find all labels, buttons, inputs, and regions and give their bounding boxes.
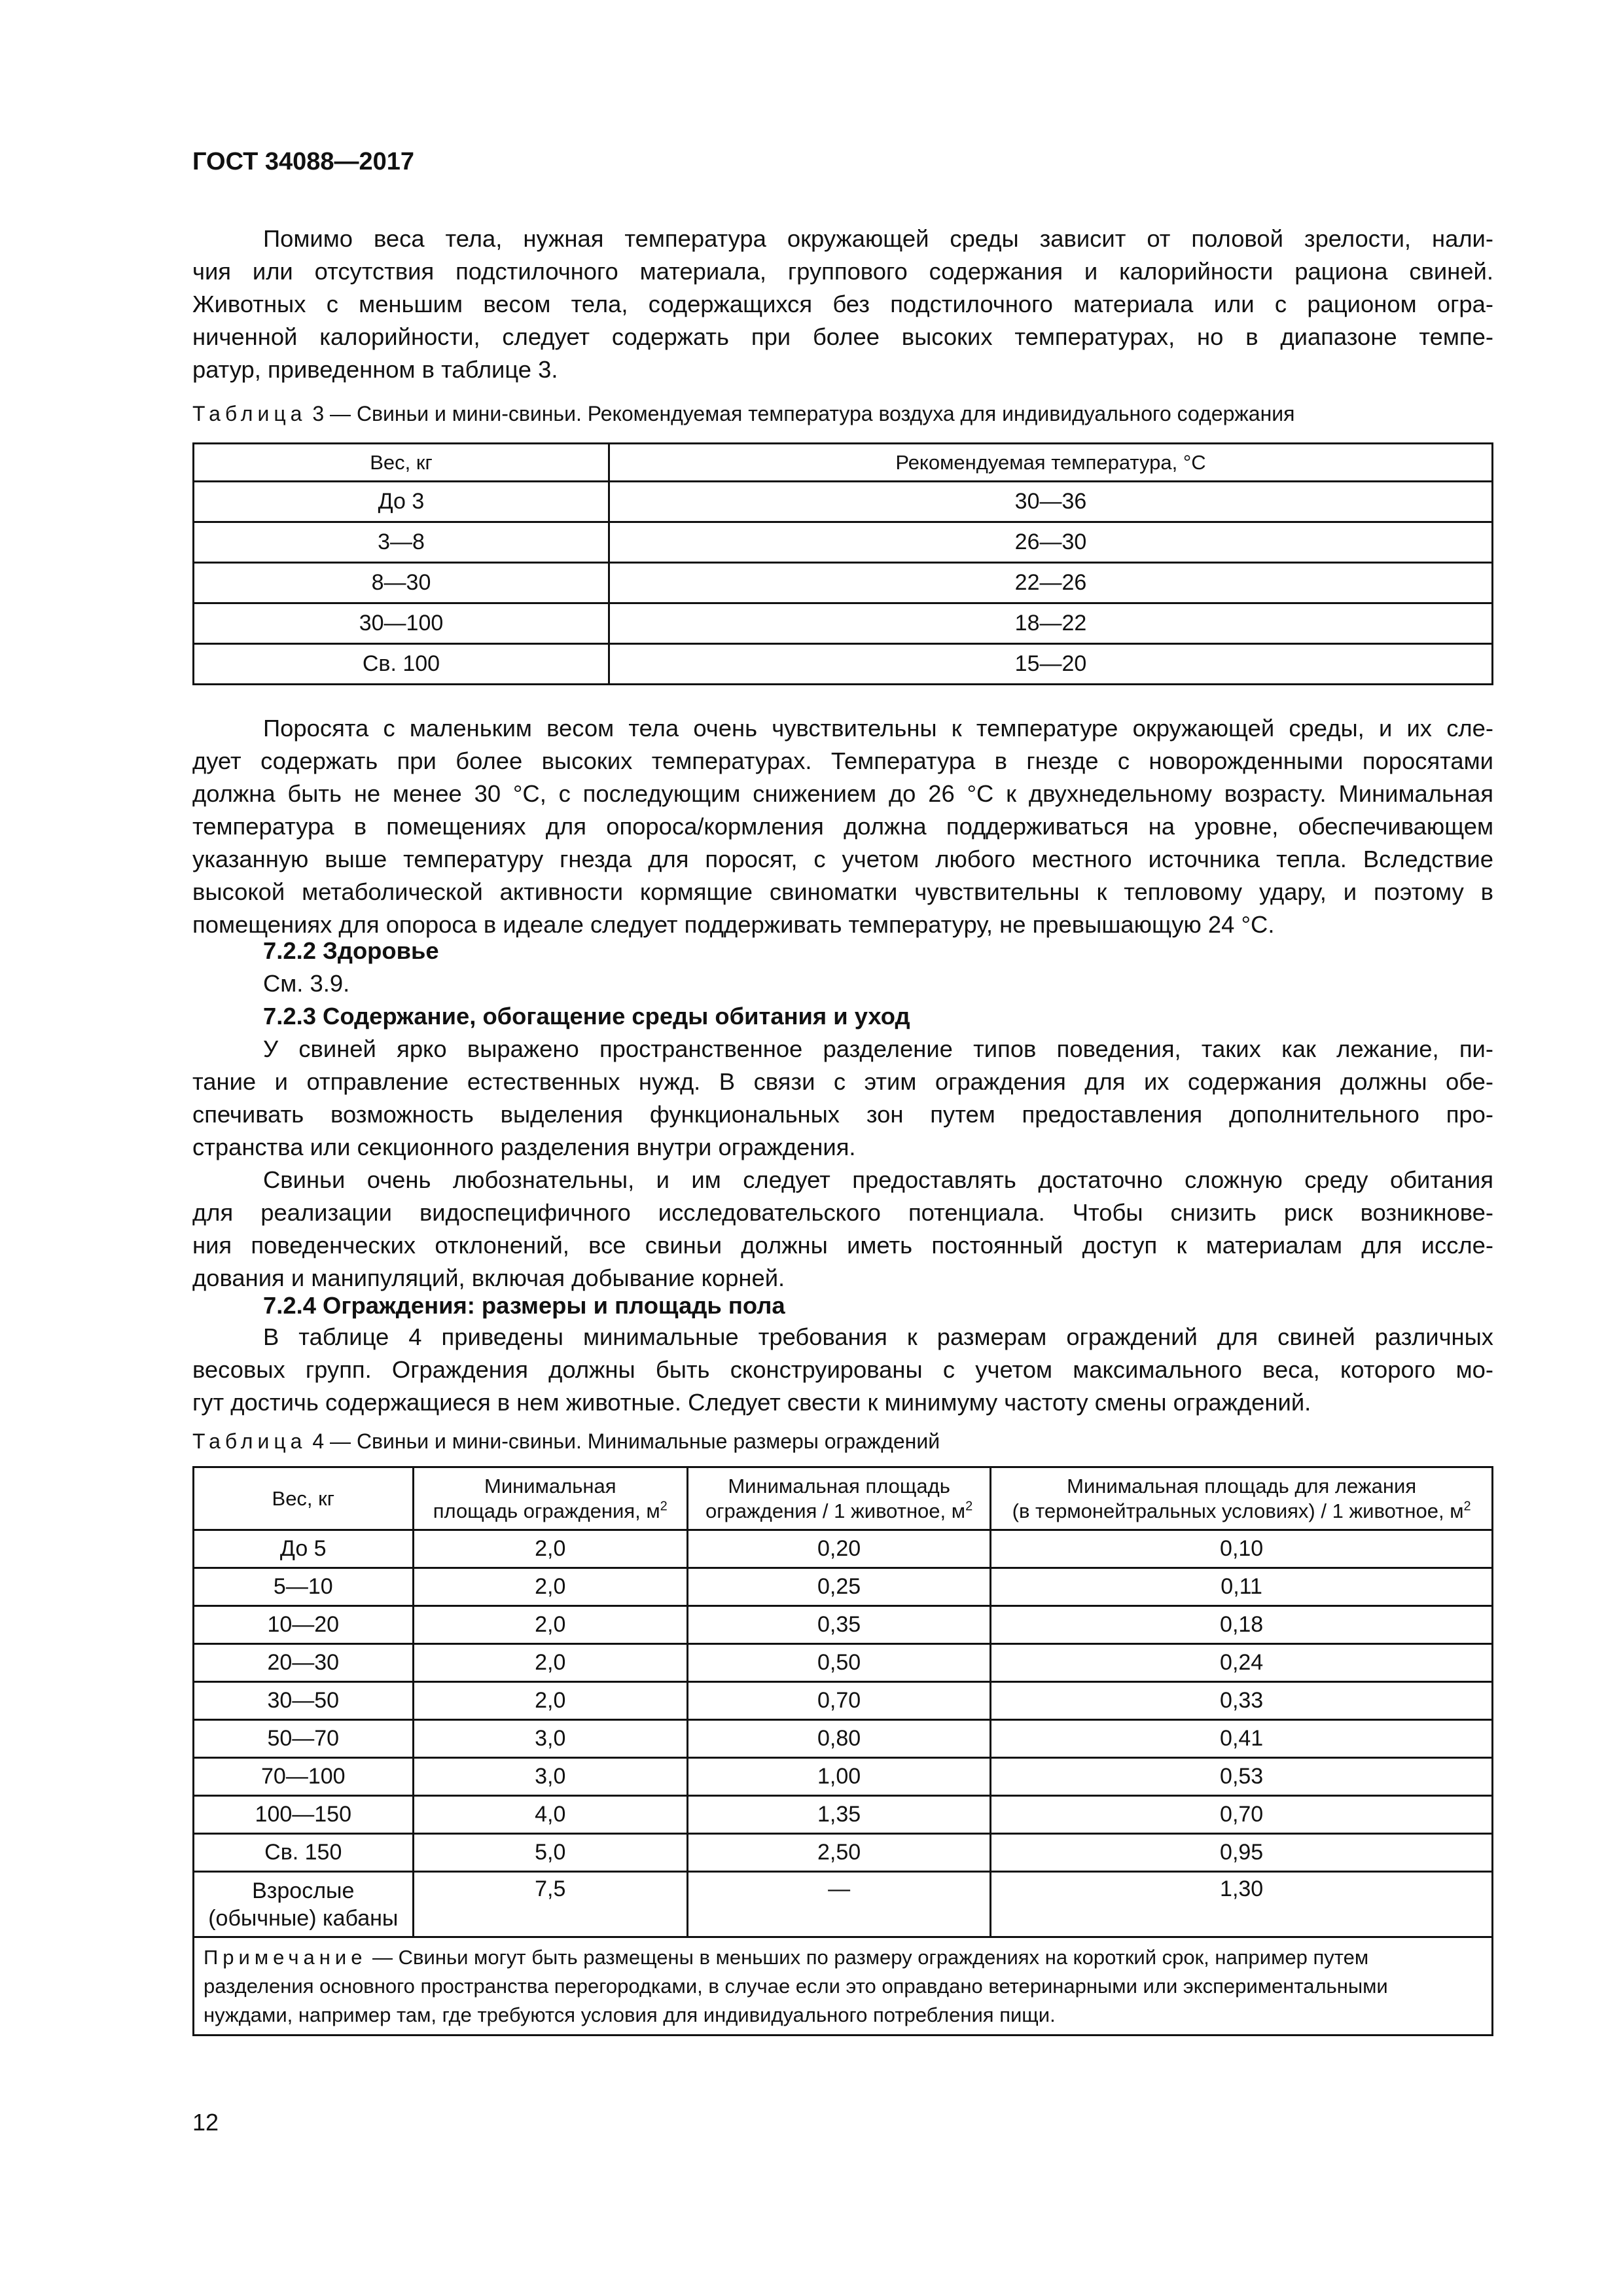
note-label: Примечание: [204, 1945, 367, 1969]
text-line: У свиней ярко выражено пространственное разделение типов поведения, таких как лежание, пи-: [263, 1035, 1493, 1062]
table4-cell: 5,0: [413, 1834, 687, 1872]
table3-cell: 30—100: [194, 603, 609, 644]
table3-cell: 26—30: [609, 522, 1492, 563]
table4: [192, 1466, 1493, 2036]
superscript: 2: [1463, 1499, 1471, 1514]
table4-caption-text: 4 — Свиньи и мини-свиньи. Минимальные размеры ограждений: [312, 1429, 940, 1453]
table4-cell: 3,0: [413, 1720, 687, 1758]
table4-cell: 1,30: [991, 1872, 1493, 1937]
table4-note: [194, 1937, 1493, 2036]
section-7-2-4-paragraph: [192, 1321, 1493, 1419]
table4-cell: 0,25: [687, 1568, 990, 1606]
table3-label: Таблица: [192, 402, 307, 425]
table4-cell: 0,11: [991, 1568, 1493, 1606]
text-line: весовых групп. Ограждения должны быть сконструированы с учетом максимального веса, которого мо-: [192, 1356, 1493, 1383]
table4-cell: 50—70: [194, 1720, 414, 1758]
table4-cell: 0,70: [991, 1796, 1493, 1834]
section-7-2-3-paragraph-2: [192, 1164, 1493, 1295]
table4-cell: 0,53: [991, 1758, 1493, 1796]
piglets-paragraph: [192, 712, 1493, 941]
table4-cell: 0,33: [991, 1682, 1493, 1720]
table4-header-per-animal: [687, 1467, 990, 1530]
table4-cell: 0,24: [991, 1644, 1493, 1682]
text-line: должна быть не менее 30 °С, с последующим снижением до 26 °С к двухнедельному возрасту. Минимальная: [192, 780, 1493, 807]
page-number: 12: [192, 2109, 219, 2136]
text-line: ратур, приведенном в таблице 3.: [192, 356, 558, 383]
table4-cell: [194, 1872, 414, 1937]
text-line: спечивать возможность выделения функциональных зон путем предоставления дополнительного про-: [192, 1101, 1493, 1128]
table4-cell: 0,95: [991, 1834, 1493, 1872]
table4-cell: 1,00: [687, 1758, 990, 1796]
table4-header-weight: Вес, кг: [194, 1467, 414, 1530]
table4-cell: 0,41: [991, 1720, 1493, 1758]
section-7-2-3-heading: 7.2.3 Содержание, обогащение среды обитания и уход: [263, 1003, 910, 1030]
section-7-2-2-heading: 7.2.2 Здоровье: [263, 937, 439, 964]
table3-cell: 15—20: [609, 644, 1492, 685]
table4-caption: [192, 1429, 940, 1454]
table4-cell: Св. 150: [194, 1834, 414, 1872]
table4-cell: 5—10: [194, 1568, 414, 1606]
table4-cell: 2,0: [413, 1644, 687, 1682]
header-line: Минимальная: [484, 1474, 616, 1498]
table4-cell: 2,0: [413, 1606, 687, 1644]
table3-cell: 8—30: [194, 563, 609, 603]
table4-cell: До 5: [194, 1530, 414, 1568]
text-line: температура в помещениях для опороса/кормления должна поддерживаться на уровне, обеспечивающем: [192, 813, 1493, 840]
table3-caption: [192, 402, 1294, 426]
text-line: ниченной калорийности, следует содержать при более высоких температурах, но в диапазоне темпе-: [192, 323, 1493, 350]
table4-cell: 2,0: [413, 1568, 687, 1606]
table4-label: Таблица: [192, 1429, 307, 1453]
table3-cell: 22—26: [609, 563, 1492, 603]
table3-cell: 30—36: [609, 482, 1492, 522]
table4-cell: 0,70: [687, 1682, 990, 1720]
superscript: 2: [660, 1499, 668, 1514]
text-line: Поросята с маленьким весом тела очень чувствительны к температуре окружающей среды, и их сле-: [263, 715, 1493, 742]
header-line: (в термонейтральных условиях) / 1 животное, м: [1012, 1499, 1464, 1522]
table4-cell: 0,10: [991, 1530, 1493, 1568]
table3-cell: Св. 100: [194, 644, 609, 685]
table3: [192, 442, 1493, 685]
table3-header-weight: Вес, кг: [194, 444, 609, 482]
text-line: чия или отсутствия подстилочного материала, группового содержания и калорийности рациона свиней.: [192, 258, 1493, 285]
header-line: Минимальная площадь для лежания: [1067, 1474, 1417, 1498]
document-header: ГОСТ 34088—2017: [192, 148, 415, 175]
header-line: Минимальная площадь: [728, 1474, 950, 1498]
table4-cell: 0,20: [687, 1530, 990, 1568]
table3-header-temp: Рекомендуемая температура, °С: [609, 444, 1492, 482]
superscript: 2: [965, 1499, 973, 1514]
text-line: высокой метаболической активности кормящие свиноматки чувствительны к тепловому удару, и поэтому в: [192, 878, 1493, 905]
table4-cell: 2,0: [413, 1530, 687, 1568]
header-line: ограждения / 1 животное, м: [705, 1499, 966, 1522]
section-7-2-3-paragraph-1: [192, 1033, 1493, 1164]
table4-cell: 2,0: [413, 1682, 687, 1720]
table4-cell: 4,0: [413, 1796, 687, 1834]
text-line: Свиньи очень любознательны, и им следует предоставлять достаточно сложную среду обитания: [263, 1166, 1493, 1193]
table4-header-lying: [991, 1467, 1493, 1530]
text-line: странства или секционного разделения внутри ограждения.: [192, 1134, 856, 1160]
cell-line: (обычные) кабаны: [208, 1905, 399, 1931]
text-line: указанную выше температуру гнезда для поросят, с учетом любого местного источника тепла. Вследствие: [192, 846, 1493, 872]
text-line: Животных с меньшим весом тела, содержащихся без подстилочного материала или с рационом огра-: [192, 291, 1493, 317]
table4-cell: 100—150: [194, 1796, 414, 1834]
table4-cell: 1,35: [687, 1796, 990, 1834]
text-line: дования и манипуляций, включая добывание корней.: [192, 1265, 785, 1291]
table4-cell: 30—50: [194, 1682, 414, 1720]
note-text: — Свиньи могут быть размещены в меньших по размеру ограждениях на короткий срок, например путем разделения основного пространства перегородками, в случае если это оправдано ветеринарными или экспериментальными нуждами, например там, где требуются условия для индивидуального потребления пищи.: [204, 1945, 1388, 2026]
table4-cell: —: [687, 1872, 990, 1937]
text-line: тание и отправление естественных нужд. В связи с этим ограждения для их содержания должны обе-: [192, 1068, 1493, 1095]
table4-cell: 0,80: [687, 1720, 990, 1758]
text-line: ния поведенческих отклонений, все свиньи должны иметь постоянный доступ к материалам для иссле-: [192, 1232, 1493, 1259]
table4-cell: 7,5: [413, 1872, 687, 1937]
cell-line: Взрослые: [252, 1878, 355, 1903]
intro-paragraph: [192, 223, 1493, 386]
text-line: помещениях для опороса в идеале следует поддерживать температуру, не превышающую 24 °С.: [192, 911, 1275, 938]
section-7-2-2-text: См. 3.9.: [263, 970, 350, 997]
text-line: Помимо веса тела, нужная температура окружающей среды зависит от половой зрелости, нали-: [263, 225, 1493, 252]
table4-cell: 0,50: [687, 1644, 990, 1682]
section-7-2-4-heading: 7.2.4 Ограждения: размеры и площадь пола: [263, 1292, 785, 1319]
table4-cell: 10—20: [194, 1606, 414, 1644]
table4-cell: 20—30: [194, 1644, 414, 1682]
text-line: дует содержать при более высоких температурах. Температура в гнезде с новорожденными поросятами: [192, 747, 1493, 774]
text-line: гут достичь содержащиеся в нем животные. Следует свести к минимуму частоту смены ограждений.: [192, 1389, 1311, 1416]
table4-cell: 0,18: [991, 1606, 1493, 1644]
table4-header-area: [413, 1467, 687, 1530]
table3-caption-text: 3 — Свиньи и мини-свиньи. Рекомендуемая температура воздуха для индивидуального содержания: [312, 402, 1295, 425]
table4-cell: 3,0: [413, 1758, 687, 1796]
table4-cell: 70—100: [194, 1758, 414, 1796]
table3-cell: 18—22: [609, 603, 1492, 644]
header-line: площадь ограждения, м: [433, 1499, 660, 1522]
text-line: В таблице 4 приведены минимальные требования к размерам ограждений для свиней различных: [263, 1323, 1493, 1350]
text-line: для реализации видоспецифичного исследовательского потенциала. Чтобы снизить риск возникнове-: [192, 1199, 1493, 1226]
table4-cell: 2,50: [687, 1834, 990, 1872]
table3-cell: 3—8: [194, 522, 609, 563]
table3-cell: До 3: [194, 482, 609, 522]
table4-cell: 0,35: [687, 1606, 990, 1644]
